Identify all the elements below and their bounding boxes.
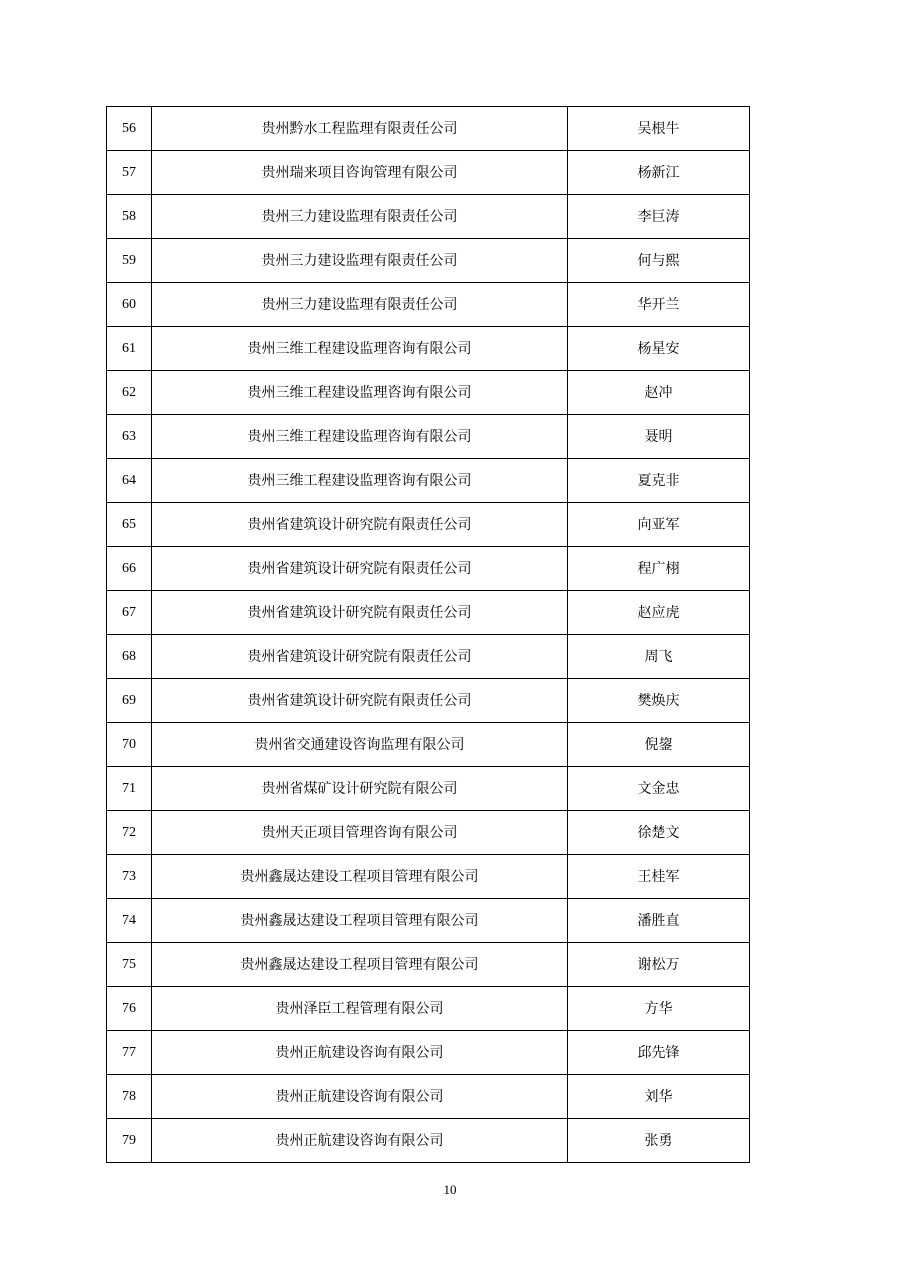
person-name: 聂明: [568, 415, 750, 459]
person-name: 吴根牛: [568, 107, 750, 151]
row-number: 62: [107, 371, 152, 415]
person-name: 谢松万: [568, 943, 750, 987]
table-row: [107, 195, 750, 239]
table-row: [107, 679, 750, 723]
company-name: 贵州省建筑设计研究院有限责任公司: [152, 547, 568, 591]
roster-table: [106, 106, 750, 1163]
row-number: 65: [107, 503, 152, 547]
person-name: 向亚军: [568, 503, 750, 547]
company-name: 贵州鑫晟达建设工程项目管理有限公司: [152, 943, 568, 987]
row-number: 61: [107, 327, 152, 371]
person-name: 倪鋆: [568, 723, 750, 767]
company-name: 贵州黔水工程监理有限责任公司: [152, 107, 568, 151]
row-number: 75: [107, 943, 152, 987]
row-number: 71: [107, 767, 152, 811]
row-number: 79: [107, 1119, 152, 1163]
person-name: 何与熙: [568, 239, 750, 283]
person-name: 樊焕庆: [568, 679, 750, 723]
person-name: 程广栩: [568, 547, 750, 591]
person-name: 李巨涛: [568, 195, 750, 239]
table-row: [107, 1119, 750, 1163]
person-name: 王桂军: [568, 855, 750, 899]
row-number: 57: [107, 151, 152, 195]
person-name: 夏克非: [568, 459, 750, 503]
company-name: 贵州泽臣工程管理有限公司: [152, 987, 568, 1031]
company-name: 贵州三维工程建设监理咨询有限公司: [152, 327, 568, 371]
company-name: 贵州三力建设监理有限责任公司: [152, 283, 568, 327]
person-name: 赵冲: [568, 371, 750, 415]
person-name: 潘胜直: [568, 899, 750, 943]
row-number: 66: [107, 547, 152, 591]
table-row: [107, 107, 750, 151]
row-number: 78: [107, 1075, 152, 1119]
row-number: 76: [107, 987, 152, 1031]
table-row: [107, 1075, 750, 1119]
row-number: 60: [107, 283, 152, 327]
person-name: 杨新江: [568, 151, 750, 195]
row-number: 58: [107, 195, 152, 239]
table-row: [107, 239, 750, 283]
person-name: 华开兰: [568, 283, 750, 327]
person-name: 文金忠: [568, 767, 750, 811]
table-row: [107, 547, 750, 591]
company-name: 贵州正航建设咨询有限公司: [152, 1119, 568, 1163]
person-name: 方华: [568, 987, 750, 1031]
company-name: 贵州鑫晟达建设工程项目管理有限公司: [152, 855, 568, 899]
table-row: [107, 899, 750, 943]
company-name: 贵州省交通建设咨询监理有限公司: [152, 723, 568, 767]
company-name: 贵州省建筑设计研究院有限责任公司: [152, 591, 568, 635]
person-name: 周飞: [568, 635, 750, 679]
person-name: 杨星安: [568, 327, 750, 371]
table-row: [107, 855, 750, 899]
person-name: 邱先锋: [568, 1031, 750, 1075]
row-number: 70: [107, 723, 152, 767]
table-row: [107, 591, 750, 635]
row-number: 63: [107, 415, 152, 459]
table-row: [107, 943, 750, 987]
table-row: [107, 1031, 750, 1075]
table-row: [107, 459, 750, 503]
page-number: 10: [443, 1182, 457, 1197]
table-row: [107, 767, 750, 811]
company-name: 贵州鑫晟达建设工程项目管理有限公司: [152, 899, 568, 943]
row-number: 64: [107, 459, 152, 503]
table-row: [107, 811, 750, 855]
table-row: [107, 415, 750, 459]
company-name: 贵州三维工程建设监理咨询有限公司: [152, 415, 568, 459]
person-name: 徐楚文: [568, 811, 750, 855]
company-name: 贵州三力建设监理有限责任公司: [152, 195, 568, 239]
table-row: [107, 503, 750, 547]
company-name: 贵州天正项目管理咨询有限公司: [152, 811, 568, 855]
company-name: 贵州省建筑设计研究院有限责任公司: [152, 503, 568, 547]
table-row: [107, 371, 750, 415]
row-number: 59: [107, 239, 152, 283]
table-row: [107, 635, 750, 679]
table-row: [107, 283, 750, 327]
person-name: 赵应虎: [568, 591, 750, 635]
row-number: 67: [107, 591, 152, 635]
company-name: 贵州省煤矿设计研究院有限公司: [152, 767, 568, 811]
person-name: 刘华: [568, 1075, 750, 1119]
row-number: 68: [107, 635, 152, 679]
row-number: 69: [107, 679, 152, 723]
row-number: 73: [107, 855, 152, 899]
company-name: 贵州正航建设咨询有限公司: [152, 1031, 568, 1075]
company-name: 贵州省建筑设计研究院有限责任公司: [152, 679, 568, 723]
table-row: [107, 723, 750, 767]
company-name: 贵州三维工程建设监理咨询有限公司: [152, 459, 568, 503]
row-number: 77: [107, 1031, 152, 1075]
table-row: [107, 327, 750, 371]
row-number: 72: [107, 811, 152, 855]
row-number: 56: [107, 107, 152, 151]
company-name: 贵州三力建设监理有限责任公司: [152, 239, 568, 283]
row-number: 74: [107, 899, 152, 943]
company-name: 贵州三维工程建设监理咨询有限公司: [152, 371, 568, 415]
company-name: 贵州瑞来项目咨询管理有限公司: [152, 151, 568, 195]
roster-table-body: [107, 107, 750, 1163]
company-name: 贵州省建筑设计研究院有限责任公司: [152, 635, 568, 679]
company-name: 贵州正航建设咨询有限公司: [152, 1075, 568, 1119]
table-row: [107, 151, 750, 195]
table-row: [107, 987, 750, 1031]
person-name: 张勇: [568, 1119, 750, 1163]
